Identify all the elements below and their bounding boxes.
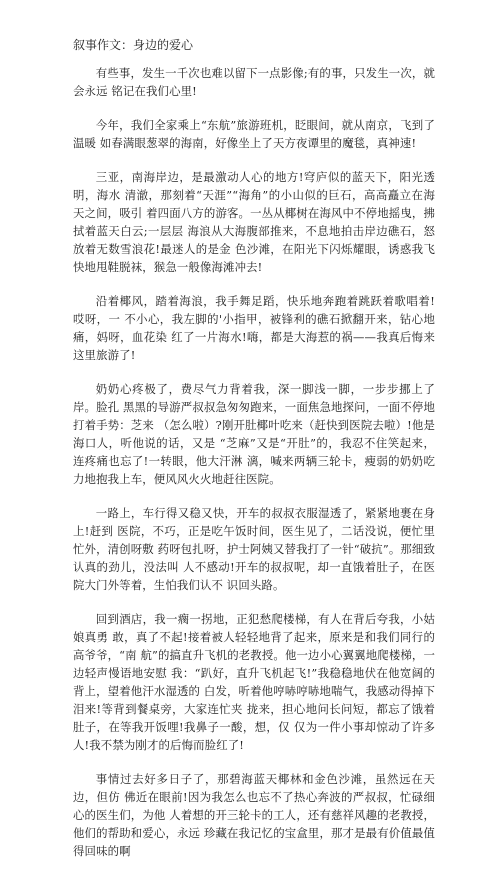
paragraph: 事情过去好多日子了，那碧海蓝天椰林和金色沙滩，虽然远在天边，但仿 佛近在眼前!因为我怎么也忘不了热心奔波的严叔叔，忙碌细心的医生们，为他 人着想的开三轮卡的工人，还有慈祥风趣的老教授，他们的帮助和爱心，永远 珍藏在我记忆的宝盒里，那才是最有价值最值得回味的啊 (73, 772, 435, 858)
paragraph: 一路上，车行得又稳又快，开车的叔叔衣服湿透了，紧紧地裹在身上!赶到 医院，不巧，正是吃午饭时间，医生见了，二话没说，便忙里忙外，清创呀敷 药呀包扎呀，护士阿姨又替我打了一针“破抗”。那细致认真的劲儿，没法叫 人不感动!开车的叔叔呢，却一直饿着肚子，在医院大门外等着，生怕我们认不 识回头路。 (73, 506, 435, 592)
paragraph: 沿着椰风，踏着海浪，我手舞足蹈，快乐地奔跑着跳跃着歌唱着!哎呀，一 不小心，我左脚的'小指甲，被锋利的礁石掀翻开来，钻心地痛，妈呀，血花染 红了一片海水!嗨，都是大海惹的祸——我真后悔来这里旅游了! (73, 294, 435, 362)
paragraph: 今年，我们全家乘上“东航”旅游班机，眨眼间，就从南京，飞到了温暖 如春满眼葱翠的海南，好像坐上了天方夜谭里的魔毯，真神速! (73, 118, 435, 150)
paragraph: 奶奶心疼极了，费尽气力背着我，深一脚浅一脚，一步步挪上了岸。脸孔 黑黑的导游严叔叔急匆匆跑来，一面焦急地探问，一面不停地打着手势：芝来 （怎么啦）?刚开肚椰叶吃来（赶快到医院去啦）!他是海口人，听他说的话，又是 “芝麻”又是“开肚”的，我忍不住笑起来，连疼痛也忘了!一转眼，他大汗淋 漓，喊来两辆三轮卡，瘦弱的奶奶吃力地抱我上车，便风风火火地赶往医院。 (73, 382, 435, 486)
paragraph: 有些事，发生一千次也难以留下一点影像;有的事，只发生一次，就会永远 铭记在我们心里! (73, 66, 435, 98)
paragraph: 回到酒店，我一瘸一拐地，正犯愁爬楼梯，有人在背后夸我，小姑娘真勇 敢，真了不起!接着被人轻轻地背了起来，原来是和我们同行的高爷爷，“南 航”的搞直升飞机的老教授。他一边小心翼翼地爬楼梯，一边轻声慢语地安慰 我：“趴好，直升飞机起飞!”我稳稳地伏在他宽阔的背上，望着他汗水湿透的 白发，听着他哼哧哼哧地喘气，我感动得掉下泪来!等背到餐桌旁，大家连忙夹 拢来，担心地问长问短，都忘了饿着肚子，在等我开饭哩!我鼻子一酸，想，仅 仅为一件小事却惊动了许多人!我不禁为刚才的后悔而脸红了! (73, 612, 435, 752)
document-body (73, 64, 435, 876)
document-title: 叙事作文：身边的爱心 (73, 38, 194, 52)
paragraph: 三亚，南海岸边，是最激动人心的地方!穹庐似的蓝天下，阳光透明，海水 清澈，那刻着“天涯”“海角”的小山似的巨石，高高矗立在海天之间，吸引 着四面八方的游客。一丛从椰树在海风中不停地摇曳，拂拭着蓝天白云;一层层 海浪从大海腹部推来，不息地拍击岸边礁石，怒放着无数雪浪花!最迷人的是金 色沙滩，在阳光下闪烁耀眼，诱惑我飞快地甩鞋脱袜，猴急一般像海滩冲去! (73, 170, 435, 274)
